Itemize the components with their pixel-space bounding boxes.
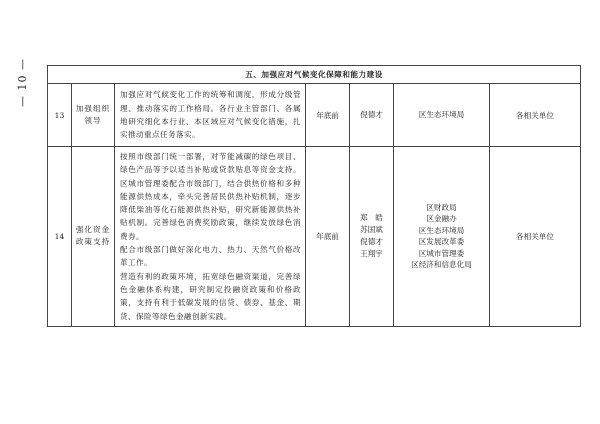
responsible-leaders: 倪德才	[350, 84, 394, 147]
task-content: 加强应对气候变化工作的统筹和调度，形成分级管理、推动落实的工作格局。各行业主管部门、各属地研究细化本行业、本区域应对气候变化措施，扎实推动重点任务落实。	[115, 84, 306, 147]
lead-departments: 区生态环境局	[394, 84, 490, 147]
task-name: 强化资金 政策支持	[72, 147, 115, 327]
section-title: 五、加强应对气候变化保障和能力建设	[48, 66, 581, 84]
task-content: 按照市级部门统一部署，对节能减碳的绿色项目、绿色产品等予以适当补贴或贷款贴息等资金支持。区城市管理委配合市级部门，结合供热价格和多种能源供热成本，牵头完善居民供热补贴机制，逐步降低柴油等化石能源供热补贴，研究新能源供热补贴机制。完善绿色消费奖励政策，继续发放绿色消费券。 配合市级部门做好深化电力、热力、天然气价格改革工作。 营造有利的政策环境，拓宽绿色融资渠道，完善绿色金融体系构建，研究制定投融资政策和价格政策，支持有利于低碳发展的信贷、债券、基金、期货、保险等绿色金融创新实践。	[115, 147, 306, 327]
section-header-row	[48, 66, 581, 84]
task-table	[47, 65, 581, 327]
page-number: — 10 —	[16, 58, 29, 108]
time-limit: 年底前	[306, 147, 350, 327]
row-number: 13	[48, 84, 72, 147]
table-row	[48, 84, 581, 147]
cooperating-units: 各相关单位	[490, 84, 581, 147]
time-limit: 年底前	[306, 84, 350, 147]
table-row	[48, 147, 581, 327]
cooperating-units: 各相关单位	[490, 147, 581, 327]
lead-departments: 区财政局 区金融办 区生态环境局 区发展改革委 区城市管理委 区经济和信息化局	[394, 147, 490, 327]
row-number: 14	[48, 147, 72, 327]
responsible-leaders: 郑 皓 苏国斌 倪德才 王翔宇	[350, 147, 394, 327]
task-name: 加强组织 领导	[72, 84, 115, 147]
